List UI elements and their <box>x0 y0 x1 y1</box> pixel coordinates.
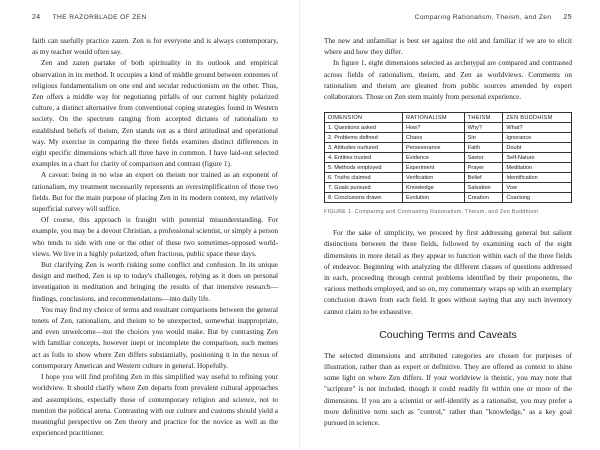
table-cell: Perseverance <box>403 143 465 153</box>
left-running-header <box>32 14 278 21</box>
table-cell: Meditation <box>503 163 572 173</box>
section-heading: Couching Terms and Caveats <box>379 328 517 341</box>
right-body-text-2 <box>324 227 572 317</box>
table-cell: Verification <box>403 173 465 183</box>
table-cell: Identification <box>503 173 572 183</box>
left-body-text <box>32 35 278 438</box>
table-row <box>325 173 572 183</box>
table-cell: Creation <box>464 193 503 203</box>
paragraph: faith can usefully practice zazen. Zen is for everyone and is always contemporary, as my teacher would often say. <box>32 36 278 57</box>
table-row <box>325 163 572 173</box>
page-number-left: 24 <box>32 14 41 21</box>
table-row <box>325 183 572 193</box>
table-row <box>325 193 572 203</box>
table-cell: 6. Truths claimed <box>325 173 403 183</box>
paragraph: Of course, this approach is fraught with potential misunderstanding. For example, you may be a devout Christian, a professional scientist, or simply a person who tends to side with one or the other of these two sometimes-opposed world-views. We live in a highly polarized, often fractious, public space these days. <box>32 215 278 258</box>
table-row <box>325 123 572 133</box>
running-head-book-title: THE RAZORBLADE OF ZEN <box>52 14 147 21</box>
table-row <box>325 133 572 143</box>
page-number-right: 25 <box>563 14 572 21</box>
table-cell: Chaos <box>403 133 465 143</box>
table-cell: What? <box>503 123 572 133</box>
table-cell: Self-Nature <box>503 153 572 163</box>
table-cell: Evolution <box>403 193 465 203</box>
right-running-header <box>324 14 572 21</box>
figure-caption: FIGURE 1. Comparing and Contrasting Rationalism, Theism, and Zen Buddhism <box>324 209 539 216</box>
paragraph: You may find my choice of terms and resultant comparisons between the general tenets of Zen, rationalism, and theism to be unexpected, somewhat inappropriate, and even unwelcome—not the choices you would make. But by contrasting Zen with familiar concepts, however inept or incomplete the comparison, such memes act as foils to show where Zen differs substantially, positioning it in the nexus of contemporary American and Western culture in general. Hopefully. <box>32 304 278 370</box>
table-cell: Why? <box>464 123 503 133</box>
table-cell: Salvation <box>464 183 503 193</box>
right-body-text <box>324 35 572 102</box>
right-body-text-3 <box>324 350 572 428</box>
table-cell: Vow <box>503 183 572 193</box>
paragraph: The selected dimensions and attributed categories are chosen for purposes of illustration, rather than as expert or definitive. They are offered as context to shine some light on where Zen differs. If your worldview is theistic, you may note that "scripture" is not included, though it could readily fit within one or more of the dimensions. If you are a scientist or self-identify as a rationalist, you may prefer a more definitive term such as "control," rather than "knowledge," as a key goal pursued in science. <box>324 350 572 428</box>
table-cell: Faith <box>464 143 503 153</box>
table-cell: 5. Methods employed <box>325 163 403 173</box>
table-cell: Sin <box>464 133 503 143</box>
paragraph: For the sake of simplicity, we proceed by first addressing general but salient distinctions between the three fields, followed by examining each of the eight dimensions in more detail as they appear to function within each of the three fields of endeavor. Beginning with analyzing the different classes of questions addressed in each, proceeding through central problems identified by their proponents, the various methods employed, and so on, my commentary wraps up with an exemplary conclusion drawn from each field. It goes without saying that any such inventory cannot claim to be exhaustive. <box>324 228 572 316</box>
table-cell: 3. Attitudes nurtured <box>325 143 403 153</box>
table-cell: Belief <box>464 173 503 183</box>
paragraph: But clarifying Zen is worth risking some conflict and confusion. In its unique design and method, Zen is up to today's challenges, relying as it does on personal investigation in meditation and bringing the results of that intensive research—findings, conclusions, and recommendations—into daily life. <box>32 260 278 303</box>
right-page <box>300 0 600 450</box>
column-header: ZEN BUDDHISM <box>503 113 572 123</box>
table-cell: Savior <box>464 153 503 163</box>
column-header: THEISM <box>464 113 503 123</box>
table-cell: Prayer <box>464 163 503 173</box>
table-row <box>325 143 572 153</box>
table-cell: Ignorance <box>503 133 572 143</box>
table-row <box>325 153 572 163</box>
paragraph: I hope you will find profiling Zen in this simplified way useful to refining your worldview. It should clarify where Zen departs from prevalent cultural approaches and assumptions, especially those of contemporary religion and science, not to mention the political arena. Contrasting with our culture and customs should yield a meaningful perspective on Zen theory and practice for the novice as well as the experienced practitioner. <box>32 372 278 438</box>
table-header-row <box>325 113 572 123</box>
dimensions-table <box>324 112 572 203</box>
running-head-chapter-title: Comparing Rationalism, Theism, and Zen <box>414 14 552 21</box>
table-cell: 7. Goals pursued <box>325 183 403 193</box>
table-cell: How? <box>403 123 465 133</box>
table-cell: 8. Conclusions drawn <box>325 193 403 203</box>
paragraph: Zen and zazen partake of both spirituality in its outlook and empirical observation in its method. It occupies a kind of middle ground between extremes of religious fundamentalism on one end and secular reductionism on the other. Thus, Zen offers a middle way for negotiating pitfalls of our current highly polarized culture, a distinct alternative from conventional coping strategies found in Western society. On the spectrum ranging from accepted dictates of rationalism to established beliefs of theism, Zen stands out as a third attitudinal and operational way. My exercise in comparing the three fields examines distinct differences in eight specific dimensions which all three have in common. I have laid-out selected examples in a chart for clarity of comparison and contrast (figure 1). <box>32 58 278 169</box>
table-cell: Coarising <box>503 193 572 203</box>
table-cell: 1. Questions asked <box>325 123 403 133</box>
column-header: RATIONALISM <box>403 113 465 123</box>
paragraph: The new and unfamiliar is best set against the old and familiar if we are to elicit where and how they differ. <box>324 36 572 57</box>
table-cell: 2. Problems defined <box>325 133 403 143</box>
table-cell: Experiment <box>403 163 465 173</box>
table-cell: 4. Entities trusted <box>325 153 403 163</box>
table-cell: Knowledge <box>403 183 465 193</box>
table-cell: Evidence <box>403 153 465 163</box>
table-cell: Doubt <box>503 143 572 153</box>
column-header: DIMENSION <box>325 113 403 123</box>
paragraph: In figure 1, eight dimensions selected as archetypal are compared and contrasted across fields of rationalism, theism, and Zen as worldviews. Comments on rationalism and theism are gleaned from public sources amended by expert collaborators. Those on Zen stem mainly from personal experience. <box>324 58 572 102</box>
paragraph: A caveat: being in no wise an expert on theism nor trained as an exponent of rationalism, my treatment necessarily represents an oversimplification of those two fields. But for the main purpose of placing Zen in its modern context, my relatively superficial survey will suffice. <box>32 170 278 214</box>
